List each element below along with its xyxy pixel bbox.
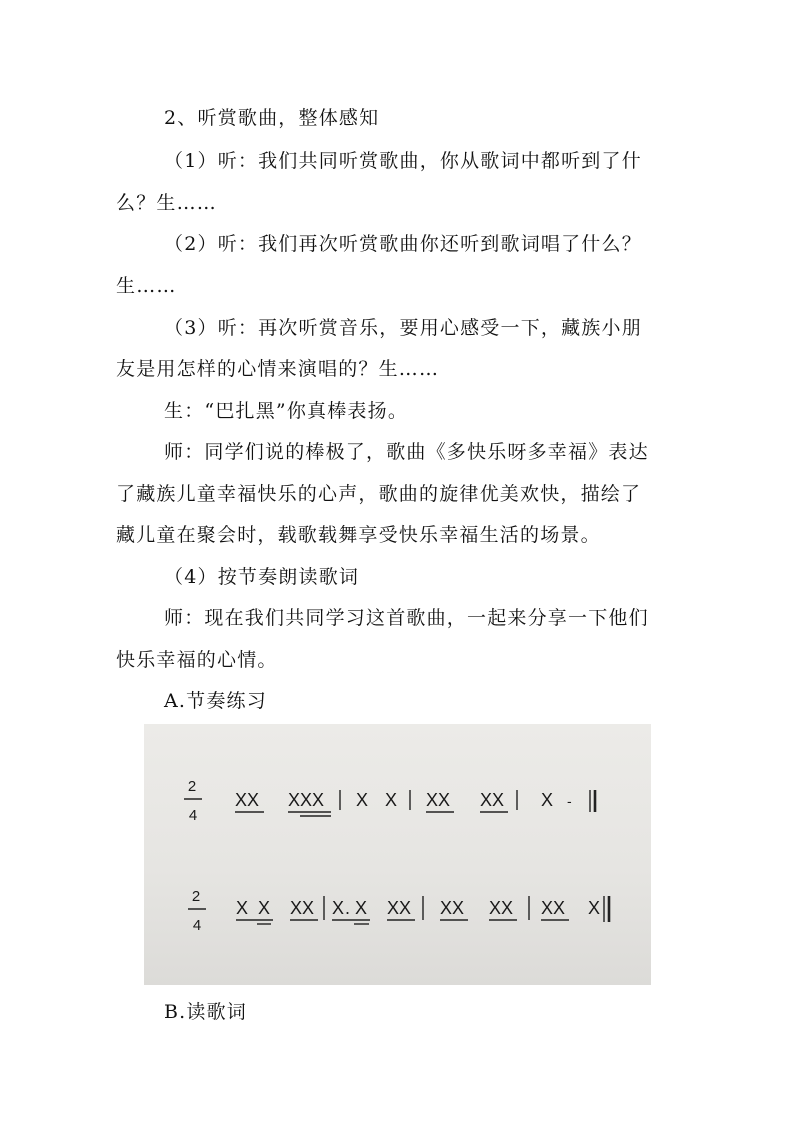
paragraph-line-1: 2、听赏歌曲，整体感知: [164, 107, 380, 129]
paragraph-line-14: 快乐幸福的心情。: [116, 649, 278, 671]
svg-text:X: X: [356, 790, 369, 810]
svg-text:-: -: [567, 793, 572, 809]
paragraph-line-8: 生：“巴扎黑”你真棒表扬。: [164, 400, 409, 422]
svg-text:XX: XX: [480, 790, 505, 810]
paragraph-line-10: 了藏族儿童幸福快乐的心声，歌曲的旋律优美欢快，描绘了: [116, 483, 642, 505]
svg-text:X: X: [541, 790, 554, 810]
svg-text:XX: XX: [290, 898, 315, 918]
svg-text:4: 4: [188, 807, 198, 824]
time-signature-2: [188, 888, 206, 934]
paragraph-line-9: 师：同学们说的棒极了，歌曲《多快乐呀多幸福》表达: [164, 441, 649, 463]
paragraph-line-11: 藏儿童在聚会时，载歌载舞享受快乐幸福生活的场景。: [116, 524, 601, 546]
svg-text:XX: XX: [387, 898, 412, 918]
svg-text:XX: XX: [489, 898, 514, 918]
svg-text:X: X: [332, 898, 345, 918]
svg-text:XX: XX: [426, 790, 451, 810]
paragraph-line-7: 友是用怎样的心情来演唱的？生……: [116, 358, 440, 380]
svg-text:X: X: [236, 898, 249, 918]
svg-text:XX: XX: [541, 898, 566, 918]
paragraph-line-5: 生……: [116, 275, 177, 297]
svg-text:X: X: [355, 898, 368, 918]
svg-text:X: X: [258, 898, 271, 918]
paragraph-line-12: （4）按节奏朗读歌词: [164, 566, 360, 588]
svg-text:4: 4: [192, 917, 202, 934]
svg-text:X: X: [588, 898, 601, 918]
svg-text:X: X: [385, 790, 398, 810]
section-b-heading: B.读歌词: [164, 1001, 248, 1023]
svg-text:XXX: XXX: [288, 790, 325, 810]
section-a-heading: A.节奏练习: [164, 690, 267, 712]
svg-text:.: .: [345, 898, 351, 918]
time-signature-1: [184, 778, 202, 824]
svg-text:2: 2: [191, 888, 201, 905]
paragraph-line-2: （1）听：我们共同听赏歌曲，你从歌词中都听到了什: [164, 150, 642, 172]
svg-text:XX: XX: [235, 790, 260, 810]
paragraph-line-3: 么？生……: [116, 192, 218, 214]
svg-text:XX: XX: [440, 898, 465, 918]
paragraph-line-6: （3）听：再次听赏音乐，要用心感受一下，藏族小朋: [164, 317, 642, 339]
rhythm-line-2: [236, 896, 609, 924]
paragraph-line-4: （2）听：我们再次听赏歌曲你还听到歌词唱了什么？: [164, 233, 642, 255]
rhythm-line-1: [235, 790, 595, 816]
rhythm-exercise-image: [144, 724, 651, 985]
svg-text:2: 2: [187, 778, 197, 795]
paragraph-line-13: 师：现在我们共同学习这首歌曲，一起来分享一下他们: [164, 607, 649, 629]
